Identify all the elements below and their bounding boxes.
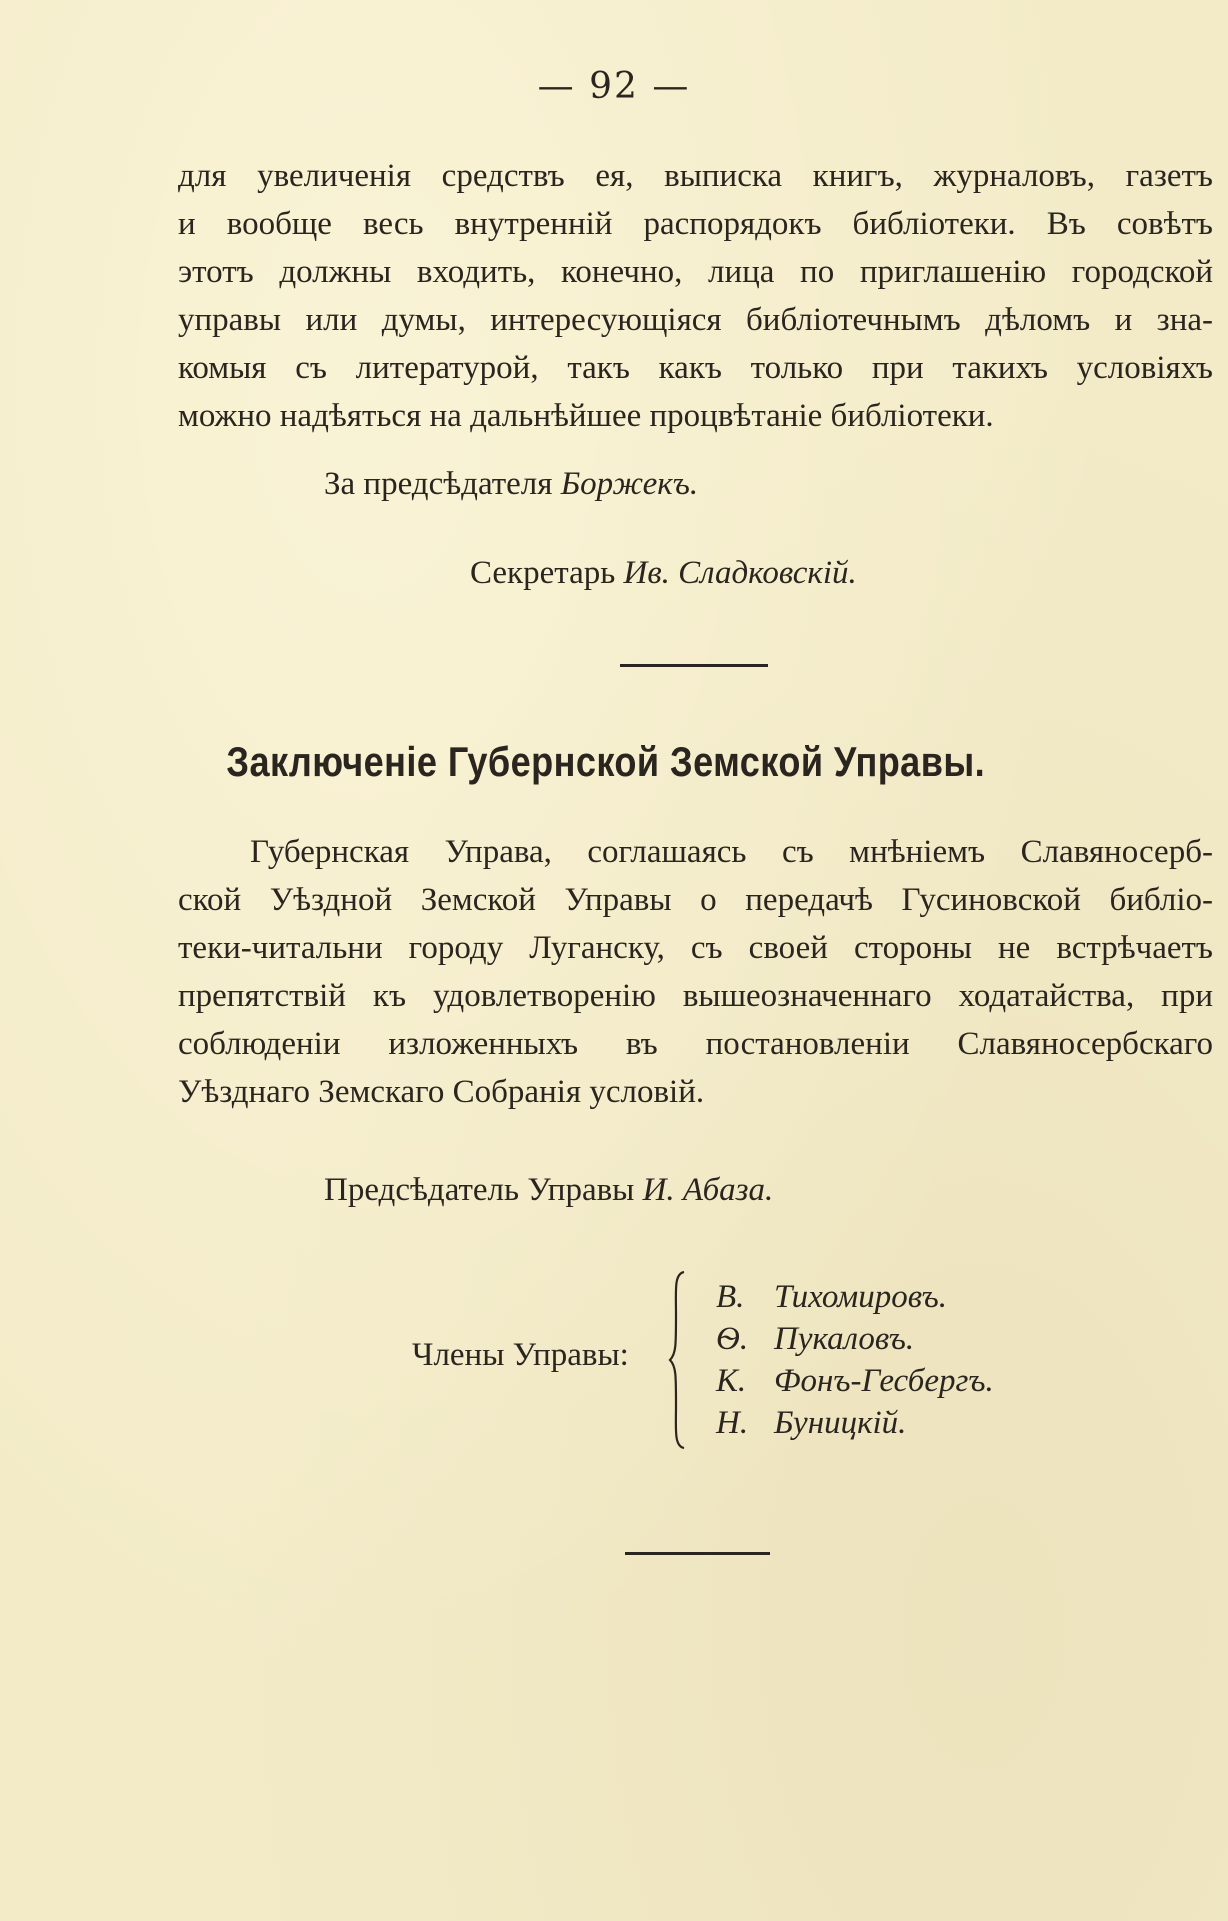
member-initial: Ѳ. [716,1321,749,1357]
text-line: этотъ должны входить, конечно, лица по приглашенію городской [178,254,1213,290]
section-heading: Заключеніе Губернской Земской Управы. [226,738,986,785]
member-initial: Н. [716,1405,749,1441]
signature-role: Секретарь [470,555,616,591]
section-divider [620,664,768,667]
paragraph-council [178,152,1213,440]
member-entry [716,1402,994,1444]
signature-role: За предсѣдателя [324,466,553,502]
member-initial: В. [716,1279,745,1315]
signature-name: Ив. Сладковскій. [623,555,857,591]
text-line: Губернская Управа, соглашаясь съ мнѣніемъ Славяносерб- [250,834,1213,870]
member-entry [716,1276,994,1318]
text-line: препятствій къ удовлетворенію вышеозначеннаго ходатайства, при [178,978,1213,1014]
text-line: ской Уѣздной Земской Управы о передачѣ Гусиновской библіо- [178,882,1213,918]
signature-secretary [470,555,857,592]
member-entry [716,1360,994,1402]
member-entry [716,1318,994,1360]
text-line: и вообще весь внутренній распорядокъ библіотеки. Въ совѣтъ [178,206,1213,242]
text-line: теки-читальни городу Луганску, съ своей стороны не встрѣчаетъ [178,930,1213,966]
members-label: Члены Управы: [412,1337,629,1373]
signature-name: И. Абаза. [642,1172,774,1208]
member-surname: Тихомировъ. [774,1279,947,1315]
member-initial: К. [716,1363,747,1399]
signature-role: Предсѣдатель Управы [324,1172,635,1208]
signature-name: Боржекъ. [560,466,699,502]
text-line: Уѣзднаго Земскаго Собранія условій. [178,1074,705,1110]
page-number: — 92 — [537,66,691,107]
text-line: соблюденіи изложенныхъ въ постановленіи Славяносербскаго [178,1026,1213,1062]
member-surname: Пукаловъ. [774,1321,915,1357]
text-line: можно надѣяться на дальнѣйшее процвѣтаніе библіотеки. [178,398,994,434]
member-surname: Буницкій. [774,1405,907,1441]
text-line: для увеличенія средствъ ея, выписка книгъ, журналовъ, газетъ [178,158,1213,194]
signature-chairman-deputy [324,466,698,503]
members-list [716,1276,994,1444]
section-divider [625,1552,770,1555]
signature-chairman [324,1172,773,1209]
text-line: управы или думы, интересующіяся библіотечнымъ дѣломъ и зна- [178,302,1213,338]
member-surname: Фонъ-Гесбергъ. [774,1363,994,1399]
paragraph-conclusion [178,828,1213,1116]
curly-brace-icon [668,1270,688,1450]
text-line: комыя съ литературой, такъ какъ только при такихъ условіяхъ [178,350,1213,386]
